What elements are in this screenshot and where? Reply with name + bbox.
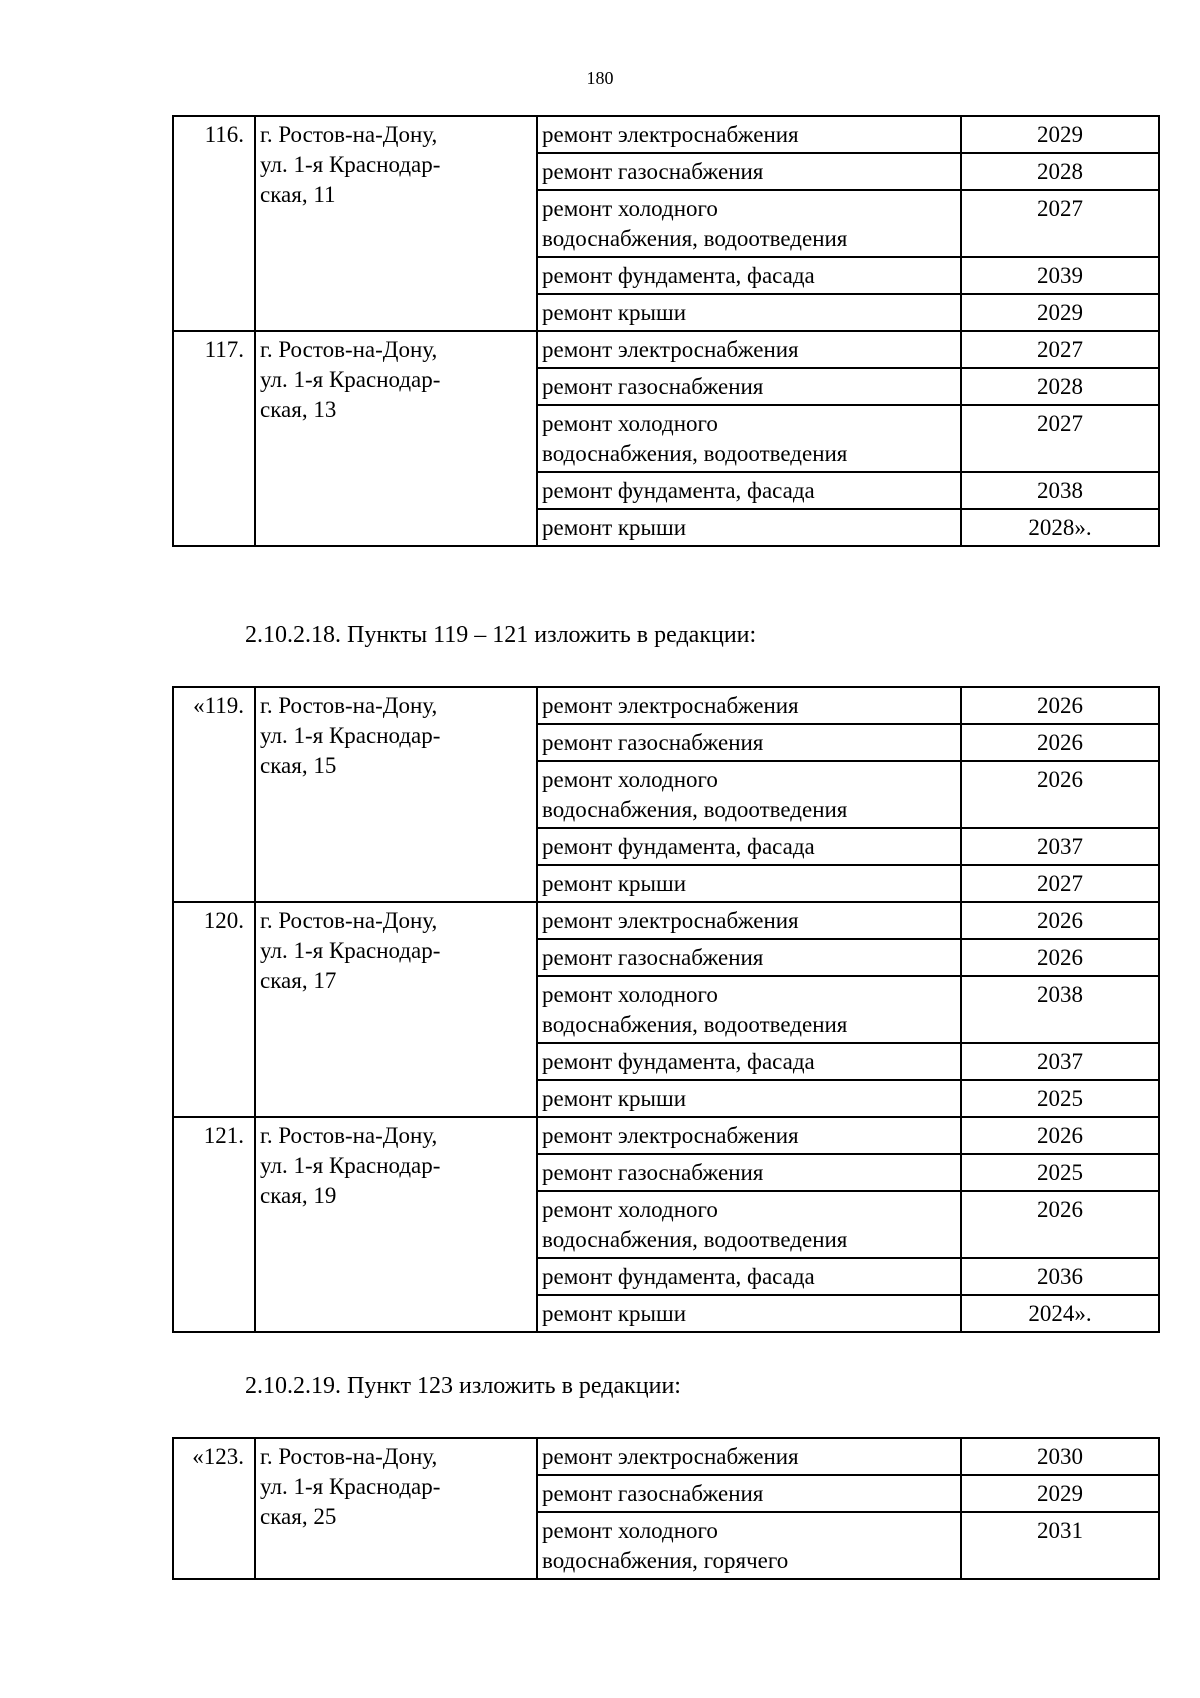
text-line: ремонт холодного (542, 1518, 718, 1543)
table-row (173, 1438, 1159, 1475)
text-line: ремонт крыши (542, 1086, 687, 1111)
year-cell: 2026 (961, 1117, 1159, 1154)
text-line: ул. 1-я Краснодар- (260, 1153, 441, 1178)
work-type-cell (537, 1512, 961, 1579)
table-row (173, 331, 1159, 368)
work-type-cell (537, 828, 961, 865)
work-type-cell (537, 761, 961, 828)
amendment-paragraph-19: 2.10.2.19. Пункт 123 изложить в редакции: (245, 1373, 681, 1399)
text-line: ремонт крыши (542, 1301, 687, 1326)
table-row (173, 1117, 1159, 1154)
year-cell: 2037 (961, 1043, 1159, 1080)
text-line: г. Ростов-на-Дону, (260, 1123, 438, 1148)
year-cell: 2029 (961, 116, 1159, 153)
text-line: ремонт фундамента, фасада (542, 834, 815, 859)
text-line: ул. 1-я Краснодар- (260, 1474, 441, 1499)
text-line: ремонт крыши (542, 515, 687, 540)
text-line: ремонт газоснабжения (542, 730, 764, 755)
year-cell: 2038 (961, 976, 1159, 1043)
work-type-cell (537, 1191, 961, 1258)
text-line: ремонт газоснабжения (542, 945, 764, 970)
text-line: ремонт крыши (542, 300, 687, 325)
text-line: ремонт фундамента, фасада (542, 1264, 815, 1289)
text-line: ремонт холодного (542, 982, 718, 1007)
work-type-cell (537, 331, 961, 368)
text-line: ремонт крыши (542, 871, 687, 896)
work-type-cell (537, 472, 961, 509)
text-line: ул. 1-я Краснодар- (260, 723, 441, 748)
table-row (173, 116, 1159, 153)
text-line: ская, 15 (260, 753, 337, 778)
text-line: водоснабжения, водоотведения (542, 441, 848, 466)
year-cell: 2026 (961, 724, 1159, 761)
address-cell (255, 331, 537, 546)
year-cell: 2039 (961, 257, 1159, 294)
text-line: ская, 25 (260, 1504, 337, 1529)
address-cell (255, 1438, 537, 1579)
work-type-cell (537, 976, 961, 1043)
work-type-cell (537, 1438, 961, 1475)
address-cell (255, 116, 537, 331)
text-line: водоснабжения, водоотведения (542, 797, 848, 822)
item-number: 117. (173, 331, 255, 546)
text-line: водоснабжения, водоотведения (542, 226, 848, 251)
text-line: ремонт электроснабжения (542, 1444, 799, 1469)
work-type-cell (537, 724, 961, 761)
amendment-paragraph-18: 2.10.2.18. Пункты 119 – 121 изложить в редакции: (245, 622, 757, 648)
work-type-cell (537, 1475, 961, 1512)
year-cell: 2029 (961, 1475, 1159, 1512)
text-line: ул. 1-я Краснодар- (260, 367, 441, 392)
text-line: водоснабжения, горячего (542, 1548, 789, 1573)
address-cell (255, 902, 537, 1117)
text-line: ремонт газоснабжения (542, 374, 764, 399)
work-type-cell (537, 1043, 961, 1080)
schedule-table-3 (172, 1437, 1160, 1580)
year-cell: 2027 (961, 865, 1159, 902)
work-type-cell (537, 116, 961, 153)
item-number: 116. (173, 116, 255, 331)
year-cell: 2024». (961, 1295, 1159, 1332)
year-cell: 2025 (961, 1080, 1159, 1117)
year-cell: 2026 (961, 939, 1159, 976)
text-line: ул. 1-я Краснодар- (260, 938, 441, 963)
year-cell: 2037 (961, 828, 1159, 865)
text-line: ремонт электроснабжения (542, 122, 799, 147)
work-type-cell (537, 1258, 961, 1295)
text-line: ремонт фундамента, фасада (542, 1049, 815, 1074)
work-type-cell (537, 509, 961, 546)
year-cell: 2026 (961, 761, 1159, 828)
year-cell: 2026 (961, 902, 1159, 939)
text-line: ская, 17 (260, 968, 337, 993)
work-type-cell (537, 902, 961, 939)
work-type-cell (537, 153, 961, 190)
work-type-cell (537, 939, 961, 976)
text-line: г. Ростов-на-Дону, (260, 122, 438, 147)
text-line: ремонт электроснабжения (542, 693, 799, 718)
item-number: «123. (173, 1438, 255, 1579)
text-line: ремонт электроснабжения (542, 908, 799, 933)
work-type-cell (537, 865, 961, 902)
text-line: ская, 11 (260, 182, 336, 207)
work-type-cell (537, 405, 961, 472)
text-line: ремонт электроснабжения (542, 337, 799, 362)
text-line: ремонт фундамента, фасада (542, 478, 815, 503)
work-type-cell (537, 294, 961, 331)
year-cell: 2028 (961, 368, 1159, 405)
work-type-cell (537, 1295, 961, 1332)
year-cell: 2036 (961, 1258, 1159, 1295)
text-line: водоснабжения, водоотведения (542, 1012, 848, 1037)
text-line: ремонт газоснабжения (542, 1160, 764, 1185)
year-cell: 2026 (961, 1191, 1159, 1258)
year-cell: 2031 (961, 1512, 1159, 1579)
text-line: ремонт холодного (542, 196, 718, 221)
text-line: г. Ростов-на-Дону, (260, 908, 438, 933)
work-type-cell (537, 1154, 961, 1191)
text-line: ская, 13 (260, 397, 337, 422)
item-number: 120. (173, 902, 255, 1117)
address-cell (255, 1117, 537, 1332)
text-line: г. Ростов-на-Дону, (260, 1444, 438, 1469)
work-type-cell (537, 257, 961, 294)
text-line: ремонт холодного (542, 767, 718, 792)
page-number: 180 (586, 68, 614, 88)
item-number: «119. (173, 687, 255, 902)
text-line: ремонт газоснабжения (542, 159, 764, 184)
year-cell: 2028 (961, 153, 1159, 190)
work-type-cell (537, 190, 961, 257)
text-line: ремонт электроснабжения (542, 1123, 799, 1148)
text-line: ремонт фундамента, фасада (542, 263, 815, 288)
item-number: 121. (173, 1117, 255, 1332)
work-type-cell (537, 1080, 961, 1117)
year-cell: 2030 (961, 1438, 1159, 1475)
year-cell: 2025 (961, 1154, 1159, 1191)
text-line: ская, 19 (260, 1183, 337, 1208)
year-cell: 2027 (961, 190, 1159, 257)
schedule-table-2 (172, 686, 1160, 1333)
work-type-cell (537, 1117, 961, 1154)
year-cell: 2038 (961, 472, 1159, 509)
text-line: ул. 1-я Краснодар- (260, 152, 441, 177)
text-line: водоснабжения, водоотведения (542, 1227, 848, 1252)
work-type-cell (537, 368, 961, 405)
schedule-table-1 (172, 115, 1160, 547)
text-line: ремонт газоснабжения (542, 1481, 764, 1506)
text-line: г. Ростов-на-Дону, (260, 337, 438, 362)
year-cell: 2026 (961, 687, 1159, 724)
year-cell: 2029 (961, 294, 1159, 331)
year-cell: 2028». (961, 509, 1159, 546)
year-cell: 2027 (961, 405, 1159, 472)
table-row (173, 902, 1159, 939)
text-line: ремонт холодного (542, 411, 718, 436)
text-line: ремонт холодного (542, 1197, 718, 1222)
year-cell: 2027 (961, 331, 1159, 368)
table-row (173, 687, 1159, 724)
address-cell (255, 687, 537, 902)
text-line: г. Ростов-на-Дону, (260, 693, 438, 718)
work-type-cell (537, 687, 961, 724)
